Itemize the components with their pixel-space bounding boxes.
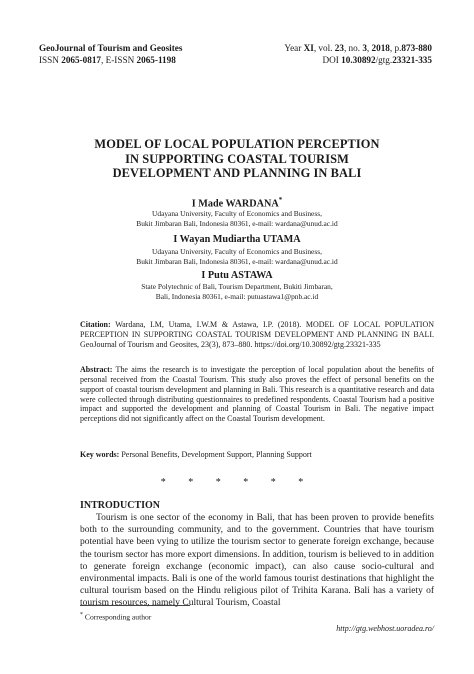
- author-2-name: I Wayan Mudiartha UTAMA: [173, 234, 301, 245]
- author-1-name: I Made WARDANA*: [191, 196, 283, 210]
- citation: Citation: Wardana, I.M, Utama, I.W.M & Astawa, I.P. (2018). MODEL OF LOCAL POPULATION PERCEPTION IN SUPPORTING COASTAL TOURISM DEVELOPMENT AND PLANNING IN BALI. GeoJournal of Tourism and Geosites, 23(3), 873–880. https://doi.org/10.30892/gtg.23321-335: [80, 320, 434, 349]
- volume-line: Year XI, vol. 23, no. 3, 2018, p.873-880: [284, 43, 432, 53]
- issn-line: ISSN 2065-0817, E-ISSN 2065-1198: [39, 55, 176, 65]
- section-separator: * * * * * *: [160, 477, 314, 488]
- journal-header-right: [284, 42, 432, 66]
- journal-header-left: [39, 42, 182, 66]
- introduction-heading: INTRODUCTION: [80, 500, 161, 511]
- footnote-rule: [80, 605, 190, 606]
- footer-url[interactable]: http://gtg.webhost.uoradea.ro/: [336, 624, 434, 633]
- title-line-1: MODEL OF LOCAL POPULATION PERCEPTION: [94, 137, 380, 151]
- author-2-affiliation: Udayana University, Faculty of Economics and Business, Bukit Jimbaran Bali, Indonesia 80361, e-mail: wardana@unud.ac.id: [136, 247, 338, 266]
- title-line-3: DEVELOPMENT AND PLANNING IN BALI: [112, 166, 362, 180]
- author-1-affiliation: Udayana University, Faculty of Economics and Business, Bukit Jimbaran Bali, Indonesia 80361, e-mail: wardana@unud.ac.id: [136, 209, 338, 228]
- author-3-affiliation: State Polytechnic of Bali, Tourism Department, Bukiti Jimbaran, Bali, Indonesia 80361, e-mail: putuastawa1@pnb.ac.id: [141, 282, 333, 301]
- footnote: * Corresponding author: [80, 612, 152, 622]
- introduction-text: Tourism is one sector of the economy in Bali, that has been proven to provide benefits both to the surrounding community, and to the government. Countries that have tourism potential have been vying to utilize the tourism sector to generate foreign exchange, because the tourism sector has more export dimensions. In addition, tourism is believed to in addition to generate foreign exchange (economic impact), can also cause socio-cultural and environmental impacts. Bali is one of the world famous tourist destinations that highlight the cultural tourism based on the Hindu religious pilot of Trihita Karana. Bali has a variety of tourism resources, namely Cultural Tourism, Coastal: [80, 513, 434, 609]
- title-line-2: IN SUPPORTING COASTAL TOURISM: [125, 151, 349, 166]
- keywords: Key words: Personal Benefits, Development Support, Planning Support: [80, 450, 312, 459]
- journal-name: GeoJournal of Tourism and Geosites: [39, 43, 183, 53]
- abstract: Abstract: The aims the research is to investigate the perception of local population about the benefits of personal received from the Coastal Tourism. This study also proves the effect of personal benefits on the support of coastal tourism development and planning in Bali. This research is a quantitative research and data were collected through distributing questionnaires to predefined respondents. Coastal Tourism had a positive impact and supported the development and planning of Coastal Tourism in Bali. The negative impact perceptions did not significantly affect on the Coastal Tourism development.: [80, 365, 434, 424]
- doi-line: DOI 10.30892/gtg.23321-335: [322, 55, 432, 65]
- paper-title: [0, 137, 474, 181]
- author-3-name: I Putu ASTAWA: [201, 270, 273, 281]
